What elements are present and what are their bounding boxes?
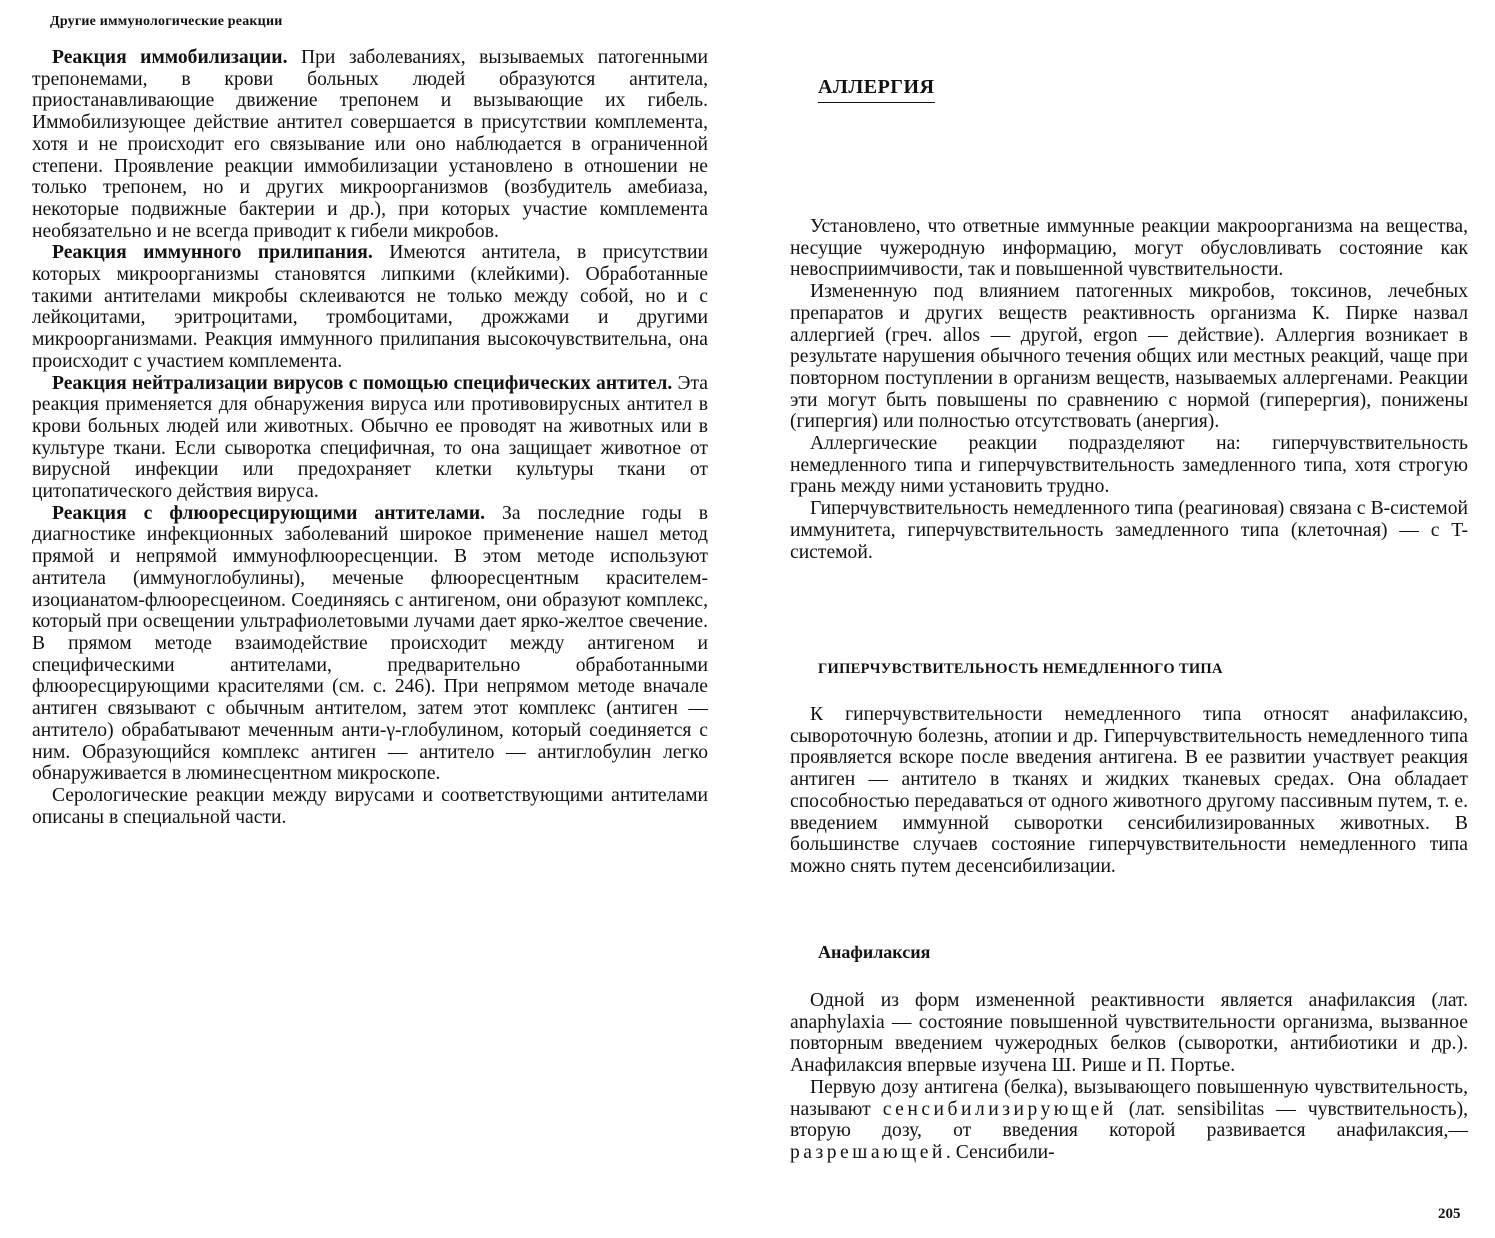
page-number: 205 <box>1438 1206 1461 1222</box>
paragraph-virus-neutralization <box>32 373 708 503</box>
left-page-text <box>32 47 708 828</box>
paragraph-serological-virus: Серологические реакции между вирусами и соответствующими антителами описаны в специальной части. <box>32 784 708 828</box>
term-sensitizing: сенсибилизирующей <box>882 1098 1117 1120</box>
text-immune-adherence: Имеются антитела, в присутствии которых микроорганизмы становятся липкими (клейкими). Обработанные такими антителами микробы склеиваются не только между собой, но и с лейкоцитами, эритроцитами, тромбоцитами, дрожжами и другими микроорганизмами. Реакция иммунного прилипания высокочувствительна, она происходит с участием комплемента. <box>32 242 708 372</box>
section-heading: ГИПЕРЧУВСТВИТЕЛЬНОСТЬ НЕМЕДЛЕННОГО ТИПА <box>818 661 1223 677</box>
intro-paragraph: Измененную под влиянием патогенных микробов, токсинов, лечебных препаратов и других веществ реактивность организма К. Пирке назвал аллергией (греч. allos — другой, ergon — действие). Аллергия возникает в результате нарушения обычного течения общих или местных реакций, чаще при повторном поступлении в организм веществ, называемых аллергенами. Реакции эти могут быть повышены по сравнению с нормой (гиперергия), понижены (гипергия) или полностью отсутствовать (анергия). <box>790 281 1468 433</box>
running-head: Другие иммунологические реакции <box>50 14 283 29</box>
paragraph-immune-adherence <box>32 242 708 372</box>
intro-paragraph: Установлено, что ответные иммунные реакции макроорганизма на вещества, несущие чужеродную информацию, могут обусловливать состояние как невосприимчивости, так и повышенной чувствительности. <box>790 216 1468 281</box>
chapter-title: АЛЛЕРГИЯ <box>818 76 935 103</box>
term-immune-adherence: Реакция иммунного прилипания. <box>52 242 373 264</box>
term-resolving: разрешающей <box>790 1141 946 1163</box>
text-immobilization: При заболеваниях, вызываемых патогенными трепонемами, в крови больных людей образуются антитела, приостанавливающие движение трепонем и вызывающие их гибель. Иммобилизующее действие антител совершается в присутствии комплемента, хотя и не происходит его связывание или оно наблюдается в ограниченной степени. Проявление реакции иммобилизации установлено в отношении не только трепонем, но и других микроорганизмов (возбудитель амебиаза, некоторые подвижные бактерии и др.), при которых участие комплемента необязательно и не всегда приводит к гибели микробов. <box>32 47 709 242</box>
anaphylaxis-paragraph: Одной из форм измененной реактивности является анафилаксия (лат. anaphylaxia — состояние повышенной чувствительности организма, вызванное повторным введением чужеродных белков (сыворотки, антибиотики и др.). Анафилаксия впервые изучена Ш. Рише и П. Портье. <box>790 990 1468 1077</box>
intro-paragraph: Гиперчувствительность немедленного типа (реагиновая) связана с B-системой иммунитета, гиперчувствительность замедленного типа (клеточная) — с T-системой. <box>790 498 1468 563</box>
intro-paragraph: Аллергические реакции подразделяют на: гиперчувствительность немедленного типа и гиперчувствительность замедленного типа, хотя строгую грань между ними установить трудно. <box>790 433 1468 498</box>
paragraph-fluorescent-antibodies <box>32 503 708 785</box>
term-fluorescent-antibodies: Реакция с флюоресцирующими антителами. <box>52 502 486 524</box>
subsection-body <box>790 990 1468 1164</box>
anaphylaxis-dose-paragraph <box>790 1077 1468 1164</box>
section-paragraph: К гиперчувствительности немедленного типа относят анафилаксию, сывороточную болезнь, атопии и др. Гиперчувствительность немедленного типа проявляется вскоре после введения антигена. В ее развитии участвует реакция антиген — антитело в тканях и жидких тканевых средах. Она обладает способностью передаваться от одного животного другому пассивным путем, т. е. введением иммунной сыворотки сенсибилизированных животных. В большинстве случаев состояние гиперчувствительности немедленного типа можно снять путем десенсибилизации. <box>790 704 1468 877</box>
term-virus-neutralization: Реакция нейтрализации вирусов с помощью специфических антител. <box>52 372 673 394</box>
term-immobilization: Реакция иммобилизации. <box>52 47 288 68</box>
subsection-heading: Анафилаксия <box>818 942 931 962</box>
allergy-intro <box>790 216 1468 563</box>
dose-text-3: . Сенсибили- <box>945 1141 1055 1163</box>
section-body <box>790 704 1468 878</box>
dose-text-2: (лат. sensibilitas — чувствительность), вторую дозу, от введения которой развивается анафилаксия,— <box>790 1098 1468 1142</box>
paragraph-immobilization <box>32 47 708 242</box>
text-virus-neutralization: Эта реакция применяется для обнаружения вируса или противовирусных антител в крови больных людей или животных. Обычно ее проводят на животных или в культуре ткани. Если сыворотка специфичная, то она защищает животное от вирусной инфекции или предохраняет клетки культуры ткани от цитопатического действия вируса. <box>32 372 708 503</box>
text-fluorescent-antibodies: За последние годы в диагностике инфекционных заболеваний широкое применение нашел метод прямой и непрямой иммунофлюоресценции. В этом методе используют антитела (иммуноглобулины), меченые флюоресцентным красителем-изоцианатом-флюоресцеином. Соединяясь с антигеном, они образуют комплекс, который при освещении ультрафиолетовыми лучами дает ярко-желтое свечение. В прямом методе взаимодействие происходит между антигеном и специфическими антителами, предварительно обработанными флюоресцирующими красителями (см. с. 246). При непрямом методе вначале антиген связывают с обычным антителом, затем этот комплекс (антиген — антитело) обрабатывают меченным анти-γ-глобулином, который соединяется с ним. Образующийся комплекс антиген — антитело — антиглобулин легко обнаруживается в люминесцентном микроскопе. <box>32 502 709 785</box>
dose-text-1: Первую дозу антигена (белка), вызывающего повышенную чувствительность, называют <box>790 1076 1468 1120</box>
